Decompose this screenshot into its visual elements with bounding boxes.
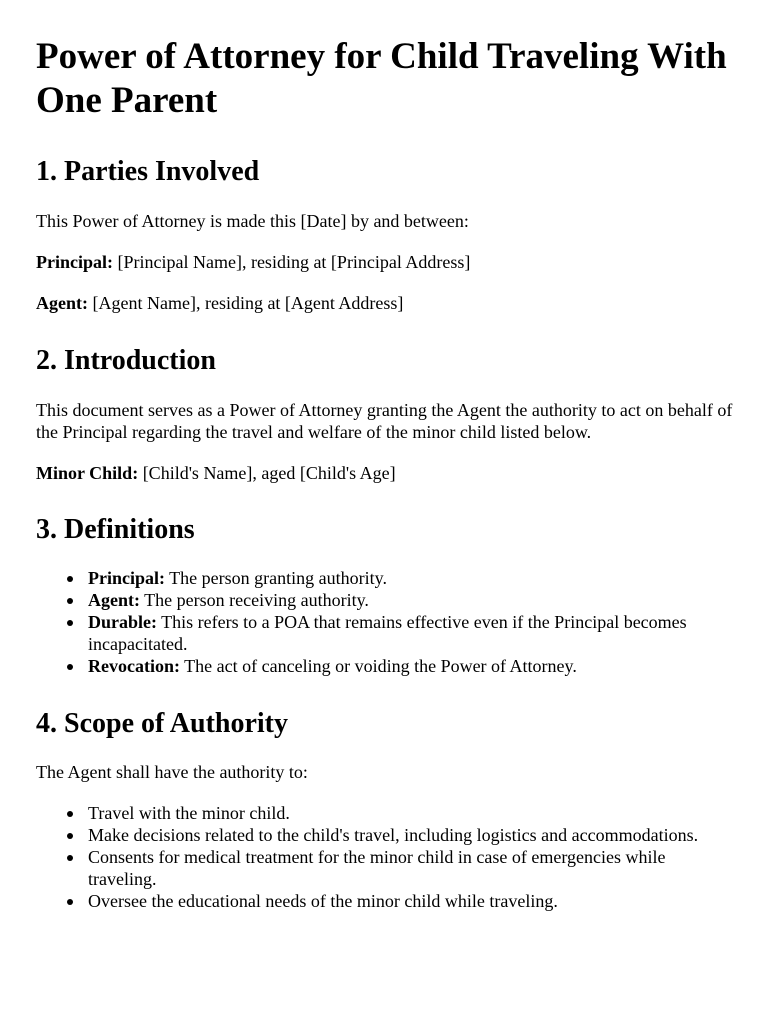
list-item — [88, 567, 734, 589]
agent-text: [Agent Name], residing at [Agent Address] — [88, 293, 404, 313]
authority-text: Travel with the minor child. — [88, 803, 290, 823]
list-item — [88, 802, 734, 824]
bullet-icon — [67, 899, 73, 905]
principal-text: [Principal Name], residing at [Principal Address] — [113, 252, 471, 272]
list-item — [88, 589, 734, 611]
bullet-icon — [67, 620, 73, 626]
section-heading-definitions: 3. Definitions — [36, 514, 195, 545]
authority-text: Make decisions related to the child's travel, including logistics and accommodations. — [88, 825, 699, 845]
bullet-icon — [67, 664, 73, 670]
minor-child-text: [Child's Name], aged [Child's Age] — [138, 463, 396, 483]
definition-term: Revocation: — [88, 656, 180, 676]
principal-label: Principal: — [36, 252, 113, 272]
authority-text: Oversee the educational needs of the minor child while traveling. — [88, 891, 558, 911]
bullet-icon — [67, 855, 73, 861]
definition-text: The act of canceling or voiding the Power of Attorney. — [179, 656, 577, 676]
section-heading-parties: 1. Parties Involved — [36, 156, 260, 187]
list-item — [88, 846, 734, 890]
list-item — [88, 824, 734, 846]
definition-term: Durable: — [88, 612, 157, 632]
introduction-body: This document serves as a Power of Attorney granting the Agent the authority to act on behalf of the Principal regarding the travel and welfare of the minor child listed below. — [36, 400, 733, 442]
principal-line — [36, 251, 734, 273]
authority-text: Consents for medical treatment for the minor child in case of emergencies while traveling. — [88, 847, 666, 889]
bullet-icon — [67, 833, 73, 839]
definition-term: Principal: — [88, 568, 165, 588]
agent-label: Agent: — [36, 293, 88, 313]
definitions-list — [36, 567, 734, 677]
list-item — [88, 611, 734, 655]
section-heading-scope: 4. Scope of Authority — [36, 708, 288, 739]
agent-line — [36, 292, 734, 314]
list-item — [88, 655, 734, 677]
document-title: Power of Attorney for Child Traveling With One Parent — [36, 36, 727, 121]
bullet-icon — [67, 811, 73, 817]
minor-child-label: Minor Child: — [36, 463, 139, 483]
definition-text: The person granting authority. — [165, 568, 387, 588]
section-heading-introduction: 2. Introduction — [36, 345, 216, 376]
bullet-icon — [67, 576, 73, 582]
authority-list — [36, 802, 734, 912]
list-item — [88, 890, 734, 912]
bullet-icon — [67, 598, 73, 604]
definition-term: Agent: — [88, 590, 140, 610]
definition-text: This refers to a POA that remains effective even if the Principal becomes incapacitated. — [88, 612, 687, 654]
definition-text: The person receiving authority. — [140, 590, 369, 610]
minor-child-line — [36, 462, 734, 484]
scope-intro: The Agent shall have the authority to: — [36, 762, 308, 782]
parties-intro: This Power of Attorney is made this [Date] by and between: — [36, 211, 469, 231]
